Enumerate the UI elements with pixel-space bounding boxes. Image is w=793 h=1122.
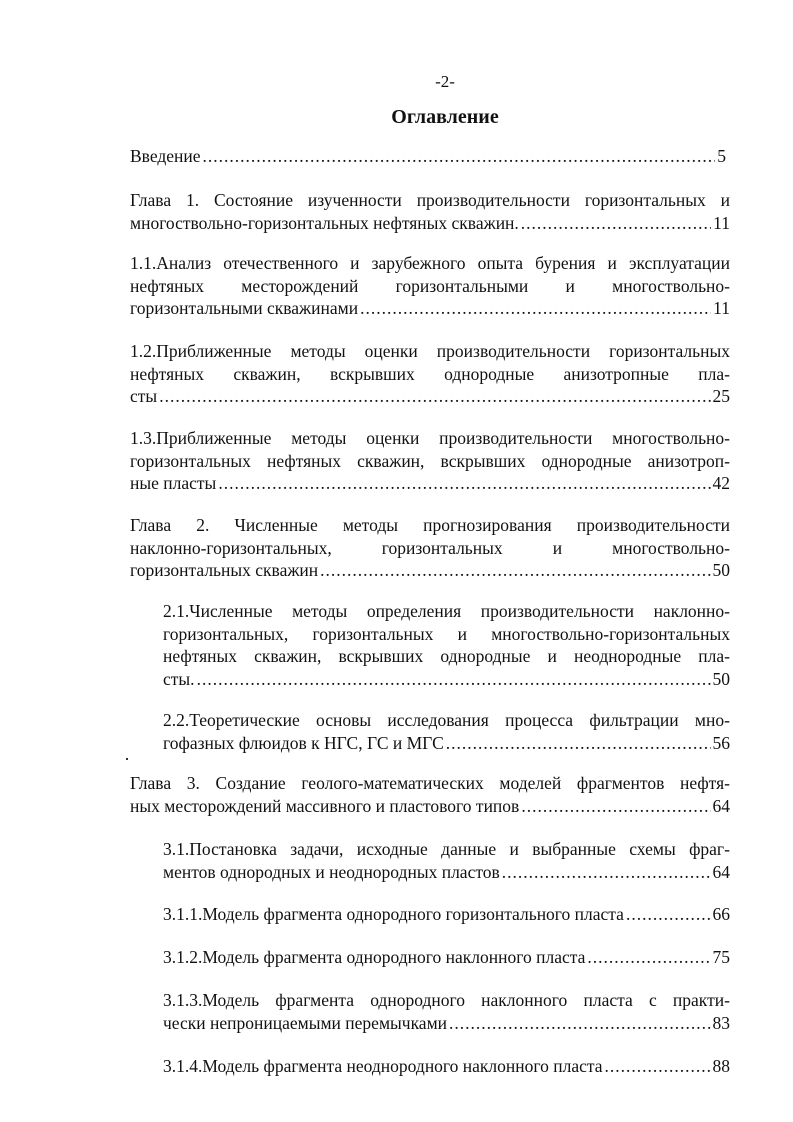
toc-entry-chapter-3[interactable] [130, 772, 730, 817]
word: определения [366, 601, 462, 621]
page-ref: 88 [712, 1056, 730, 1076]
word: пла- [698, 363, 730, 384]
entry-text: сты [130, 386, 158, 406]
entry-line [130, 427, 730, 450]
word: бурения [535, 253, 596, 273]
entry-text: горизонтальных скважин [130, 560, 319, 580]
entry-line [130, 252, 730, 275]
entry-line [130, 189, 730, 212]
word: 1. [185, 190, 200, 210]
word: и [607, 253, 617, 273]
toc-entry-section-3-1-2[interactable] [163, 946, 730, 969]
entry-line [163, 838, 730, 861]
word: методы [290, 341, 346, 361]
page-ref: 64 [712, 861, 730, 882]
word: скважин, [233, 363, 301, 384]
word: Численные [234, 515, 318, 535]
word: нефтяных [130, 275, 205, 296]
toc-entry-section-3-1-1[interactable] [163, 903, 730, 926]
toc-entry-section-2-2[interactable] [163, 709, 730, 754]
word: исходные [356, 839, 428, 859]
page-ref: 64 [712, 795, 730, 816]
word: зарубежного [371, 253, 466, 273]
entry-line [130, 275, 730, 298]
word: горизонтальных [312, 623, 434, 644]
word: процесса [505, 710, 574, 730]
toc-entry-section-3-1-4[interactable] [163, 1055, 730, 1078]
page-ref: 42 [712, 473, 730, 493]
entry-line [163, 600, 730, 623]
entry-text: ных месторождений массивного и пластового типов [130, 795, 520, 816]
word: наклонного [481, 990, 568, 1010]
word: 1.2.Приближенные [130, 341, 272, 361]
word: горизонтальных [381, 537, 503, 558]
word: 3. [186, 773, 200, 793]
page-ref: 25 [712, 386, 730, 406]
dot-leader [521, 795, 710, 818]
page-ref: 11 [713, 298, 730, 318]
dot-leader [605, 1055, 711, 1078]
toc-entry-section-1-1[interactable] [130, 252, 730, 320]
word: однородные [440, 646, 531, 666]
word: Состояние [213, 190, 293, 210]
entry-text: чески непроницаемыми перемычками [163, 1012, 448, 1033]
word: и [552, 537, 563, 558]
dot-leader [587, 946, 710, 969]
word: Создание [215, 773, 286, 793]
word: исследования [387, 710, 489, 730]
entry-line [130, 772, 730, 795]
word: практи- [672, 990, 730, 1010]
entry-text: сты. [163, 668, 195, 689]
dot-leader [502, 861, 711, 884]
entry-text: Введение [130, 146, 201, 166]
word: однородные [541, 450, 632, 471]
page-ref: 75 [712, 947, 730, 967]
dot-leader [449, 1012, 710, 1035]
word: Глава [130, 515, 172, 535]
entry-line [130, 340, 730, 363]
word: выбранные [532, 839, 616, 859]
word: и [720, 190, 730, 210]
word: и [547, 646, 557, 666]
word: и [565, 275, 575, 296]
dot-leader [360, 297, 711, 320]
word: фрагмента [275, 990, 354, 1010]
word: многоствольно- [612, 275, 730, 296]
word: наклонно- [653, 601, 730, 621]
dot-leader [197, 668, 711, 691]
word: однородные [444, 363, 535, 384]
word: производительности [436, 341, 591, 361]
word: мно- [694, 710, 730, 730]
word: фильтрации [589, 710, 679, 730]
toc-entry-introduction[interactable] [130, 145, 726, 168]
word: 3.1.3.Модель [163, 990, 260, 1010]
word: горизонтальных [609, 341, 730, 361]
entry-text: гофазных флюидов к НГС, ГС и МГС [163, 732, 444, 753]
entry-line [163, 709, 730, 732]
word: горизонтальных, [163, 623, 289, 644]
dot-leader [446, 732, 711, 755]
word: данные [441, 839, 497, 859]
entry-line [130, 537, 730, 560]
entry-text: многоствольно-горизонтальных нефтяных скважин. [130, 212, 519, 233]
word: горизонтальных [584, 190, 706, 210]
word: оценки [364, 341, 418, 361]
word: производительности [576, 515, 730, 535]
word: эксплуатации [628, 253, 730, 273]
entry-line [130, 514, 730, 537]
toc-title: Оглавление [391, 106, 499, 128]
word: многоствольно- [612, 428, 730, 448]
page-ref: 5 [717, 146, 726, 166]
toc-entry-section-3-1[interactable] [163, 838, 730, 883]
page-ref: 56 [712, 732, 730, 753]
entry-line [130, 363, 730, 386]
word: методы [292, 601, 348, 621]
dot-leader [203, 145, 716, 168]
word: 2.2.Теоретические [163, 710, 300, 730]
word: месторождений [241, 275, 359, 296]
word: прогнозирования [423, 515, 552, 535]
toc-entry-section-1-3[interactable] [130, 427, 730, 495]
word: моделей [499, 773, 562, 793]
word: опыта [477, 253, 524, 273]
word: основы [316, 710, 372, 730]
entry-line [163, 989, 730, 1012]
word: нефтяных [163, 646, 238, 666]
page-ref: 50 [712, 560, 730, 580]
word: горизонтальными [395, 275, 529, 296]
entry-text: 3.1.4.Модель фрагмента неоднородного наклонного пласта [163, 1056, 603, 1076]
scan-speck [126, 758, 128, 760]
word: методы [342, 515, 398, 535]
word: изученности [307, 190, 402, 210]
word: 3.1.Постановка [163, 839, 277, 859]
entry-line [130, 450, 730, 473]
word: вскрывших [329, 363, 415, 384]
word: вскрывших [338, 646, 424, 666]
word: с [648, 990, 657, 1010]
toc-entry-section-3-1-3[interactable] [163, 989, 730, 1034]
word: и [457, 623, 467, 644]
word: и [509, 839, 519, 859]
dot-leader [521, 212, 711, 235]
dot-leader [320, 559, 710, 582]
word: скважин, [254, 646, 322, 666]
word: скважин, [357, 450, 425, 471]
page-ref: 83 [712, 1012, 730, 1033]
word: отечественного [223, 253, 339, 273]
word: производительности [480, 601, 634, 621]
word: 1.3.Приближенные [130, 428, 272, 448]
word: фраг- [689, 839, 730, 859]
word: неоднородные [574, 646, 682, 666]
toc-entry-section-2-1[interactable] [163, 600, 730, 690]
word: фрагментов [576, 773, 665, 793]
word: задачи, [290, 839, 344, 859]
word: методы [291, 428, 347, 448]
word: нефтяных [130, 363, 205, 384]
word: 1.1.Анализ [130, 253, 212, 273]
word: анизотропные [563, 363, 669, 384]
page-ref: 50 [712, 668, 730, 689]
page-ref: 66 [712, 904, 730, 924]
dot-leader [159, 385, 710, 408]
word: оценки [366, 428, 420, 448]
entry-text: горизонтальными скважинами [130, 298, 359, 318]
word: анизотроп- [647, 450, 730, 471]
word: многоствольно-горизонтальных [491, 623, 730, 644]
toc-entry-chapter-2[interactable] [130, 514, 730, 582]
dot-leader [218, 472, 710, 495]
entry-line [163, 623, 730, 646]
toc-entry-section-1-2[interactable] [130, 340, 730, 408]
word: наклонно-горизонтальных, [130, 537, 332, 558]
entry-line [163, 645, 730, 668]
entry-text: ментов однородных и неоднородных пластов [163, 861, 500, 882]
word: Глава [130, 190, 172, 210]
word: пла- [698, 646, 730, 666]
word: 2. [196, 515, 210, 535]
entry-text: ные пласты [130, 473, 217, 493]
toc-entry-chapter-1[interactable] [130, 189, 730, 234]
word: вскрывших [440, 450, 526, 471]
entry-text: 3.1.2.Модель фрагмента однородного наклонного пласта [163, 947, 586, 967]
word: Глава [130, 773, 172, 793]
page-number: -2- [435, 72, 455, 91]
word: производительности [439, 428, 593, 448]
entry-text: 3.1.1.Модель фрагмента однородного горизонтального пласта [163, 904, 624, 924]
word: 2.1.Численные [163, 601, 273, 621]
word: и [350, 253, 360, 273]
word: однородного [370, 990, 465, 1010]
word: многоствольно- [612, 537, 730, 558]
word: нефтя- [680, 773, 730, 793]
word: производительности [416, 190, 570, 210]
word: пласта [583, 990, 633, 1010]
word: геолого-математических [301, 773, 484, 793]
page-ref: 11 [713, 212, 730, 233]
word: нефтяных [267, 450, 342, 471]
word: схемы [629, 839, 676, 859]
word: горизонтальных [130, 450, 251, 471]
dot-leader [626, 903, 711, 926]
